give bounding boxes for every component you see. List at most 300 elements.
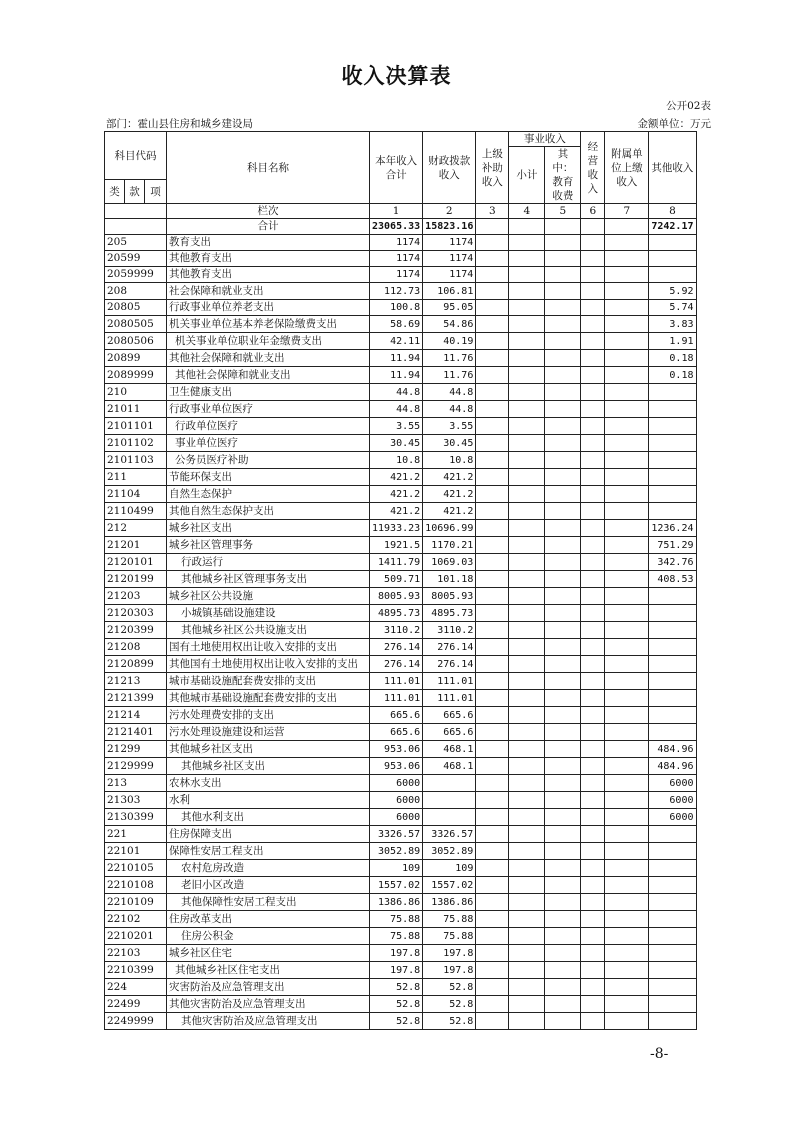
row-superior [476, 350, 509, 367]
row-total-income: 8005.93 [370, 588, 423, 605]
col-num: 4 [509, 204, 545, 219]
table-row [105, 503, 697, 520]
row-name: 其他教育支出 [167, 251, 370, 267]
row-subtotal [509, 401, 545, 418]
row-superior [476, 622, 509, 639]
header-xiang: 项 [145, 180, 167, 204]
row-operating [581, 333, 605, 350]
row-affiliated [605, 673, 649, 690]
row-superior [476, 843, 509, 860]
row-affiliated [605, 639, 649, 656]
row-total-income: 111.01 [370, 690, 423, 707]
row-name: 其他社会保障和就业支出 [167, 367, 370, 384]
row-other [649, 707, 696, 724]
row-code: 21201 [105, 537, 167, 554]
table-row [105, 673, 697, 690]
row-operating [581, 1013, 605, 1030]
row-edu-fee [545, 826, 581, 843]
col-num: 1 [370, 204, 423, 219]
row-subtotal [509, 333, 545, 350]
row-superior [476, 724, 509, 741]
header-operating: 经营收入 [581, 132, 605, 204]
row-subtotal [509, 571, 545, 588]
row-superior [476, 435, 509, 452]
row-subtotal [509, 741, 545, 758]
row-operating [581, 826, 605, 843]
row-total-income: 100.8 [370, 300, 423, 316]
row-other: 6000 [649, 809, 696, 826]
row-affiliated [605, 384, 649, 401]
row-subtotal [509, 503, 545, 520]
row-name: 教育支出 [167, 235, 370, 251]
row-operating [581, 537, 605, 554]
table-row [105, 656, 697, 673]
row-affiliated [605, 333, 649, 350]
row-operating [581, 300, 605, 316]
row-affiliated [605, 877, 649, 894]
row-total-income: 52.8 [370, 1013, 423, 1030]
table-row [105, 979, 697, 996]
row-superior [476, 520, 509, 537]
row-total-income: 6000 [370, 775, 423, 792]
row-affiliated [605, 503, 649, 520]
row-name: 其他城乡社区公共设施支出 [167, 622, 370, 639]
row-total-income: 112.73 [370, 283, 423, 300]
row-code: 20805 [105, 300, 167, 316]
row-total-income: 953.06 [370, 758, 423, 775]
row-fiscal: 197.8 [423, 962, 476, 979]
row-superior [476, 758, 509, 775]
row-affiliated [605, 707, 649, 724]
row-other: 484.96 [649, 758, 696, 775]
table-row [105, 860, 697, 877]
row-superior [476, 452, 509, 469]
row-superior [476, 860, 509, 877]
row-name: 灾害防治及应急管理支出 [167, 979, 370, 996]
row-superior [476, 979, 509, 996]
row-subtotal [509, 316, 545, 333]
row-affiliated [605, 843, 649, 860]
row-fiscal: 8005.93 [423, 588, 476, 605]
row-fiscal: 75.88 [423, 911, 476, 928]
header-subject-name: 科目名称 [167, 132, 370, 204]
row-name: 城乡社区住宅 [167, 945, 370, 962]
row-affiliated [605, 588, 649, 605]
row-subtotal [509, 622, 545, 639]
row-other [649, 826, 696, 843]
row-code: 21299 [105, 741, 167, 758]
row-subtotal [509, 418, 545, 435]
row-name: 农林水支出 [167, 775, 370, 792]
row-superior [476, 418, 509, 435]
row-operating [581, 503, 605, 520]
row-code: 2249999 [105, 1013, 167, 1030]
row-other [649, 860, 696, 877]
row-total-income: 3110.2 [370, 622, 423, 639]
table-row [105, 707, 697, 724]
row-total-income: 1174 [370, 251, 423, 267]
row-subtotal [509, 267, 545, 283]
row-other [649, 452, 696, 469]
row-code: 2101103 [105, 452, 167, 469]
row-name: 行政单位医疗 [167, 418, 370, 435]
row-subtotal [509, 235, 545, 251]
row-superior [476, 503, 509, 520]
row-edu-fee [545, 962, 581, 979]
row-subtotal [509, 605, 545, 622]
row-edu-fee [545, 673, 581, 690]
row-name: 老旧小区改造 [167, 877, 370, 894]
row-edu-fee [545, 1013, 581, 1030]
row-other [649, 588, 696, 605]
row-code: 210 [105, 384, 167, 401]
table-code: 公开02表 [666, 100, 711, 112]
row-edu-fee [545, 367, 581, 384]
row-edu-fee [545, 418, 581, 435]
row-total-income: 421.2 [370, 486, 423, 503]
row-operating [581, 860, 605, 877]
row-name: 其他自然生态保护支出 [167, 503, 370, 520]
row-other: 0.18 [649, 350, 696, 367]
row-other: 1236.24 [649, 520, 696, 537]
row-fiscal: 276.14 [423, 639, 476, 656]
row-total-income: 52.8 [370, 979, 423, 996]
row-fiscal: 421.2 [423, 469, 476, 486]
row-other: 484.96 [649, 741, 696, 758]
row-superior [476, 588, 509, 605]
row-total-income: 30.45 [370, 435, 423, 452]
row-affiliated [605, 283, 649, 300]
table-row [105, 486, 697, 503]
row-total-income: 109 [370, 860, 423, 877]
row-edu-fee [545, 605, 581, 622]
row-total-income: 52.8 [370, 996, 423, 1013]
row-operating [581, 707, 605, 724]
row-edu-fee [545, 911, 581, 928]
row-code: 21203 [105, 588, 167, 605]
row-code: 2080506 [105, 333, 167, 350]
table-row [105, 996, 697, 1013]
row-operating [581, 469, 605, 486]
row-other [649, 418, 696, 435]
row-superior [476, 367, 509, 384]
row-affiliated [605, 775, 649, 792]
row-other [649, 1013, 696, 1030]
row-subtotal [509, 945, 545, 962]
row-name: 其他城乡社区管理事务支出 [167, 571, 370, 588]
row-name: 其他国有土地使用权出让收入安排的支出 [167, 656, 370, 673]
table-row [105, 571, 697, 588]
row-other: 408.53 [649, 571, 696, 588]
row-total-income: 75.88 [370, 911, 423, 928]
row-superior [476, 792, 509, 809]
row-edu-fee [545, 588, 581, 605]
table-row [105, 235, 697, 251]
row-fiscal: 52.8 [423, 979, 476, 996]
row-affiliated [605, 300, 649, 316]
row-name: 其他保障性安居工程支出 [167, 894, 370, 911]
row-name: 其他城乡社区支出 [167, 758, 370, 775]
row-fiscal: 3.55 [423, 418, 476, 435]
row-total-income: 11.94 [370, 350, 423, 367]
row-name: 事业单位医疗 [167, 435, 370, 452]
table-row [105, 333, 697, 350]
row-code: 21011 [105, 401, 167, 418]
row-code: 2120399 [105, 622, 167, 639]
row-subtotal [509, 775, 545, 792]
row-subtotal [509, 1013, 545, 1030]
row-superior [476, 690, 509, 707]
row-edu-fee [545, 251, 581, 267]
header-other: 其他收入 [649, 132, 696, 204]
row-total-income: 11933.23 [370, 520, 423, 537]
row-fiscal: 421.2 [423, 486, 476, 503]
row-affiliated [605, 486, 649, 503]
row-fiscal: 52.8 [423, 996, 476, 1013]
row-superior [476, 486, 509, 503]
row-code: 2130399 [105, 809, 167, 826]
row-operating [581, 877, 605, 894]
row-code: 208 [105, 283, 167, 300]
row-other [649, 267, 696, 283]
table-body [105, 235, 697, 1030]
row-edu-fee [545, 639, 581, 656]
row-other [649, 469, 696, 486]
header-total-income: 本年收入合计 [370, 132, 423, 204]
row-affiliated [605, 605, 649, 622]
row-affiliated [605, 945, 649, 962]
row-total-income: 44.8 [370, 401, 423, 418]
total-fiscal: 15823.16 [423, 219, 476, 235]
row-other: 0.18 [649, 367, 696, 384]
row-superior [476, 945, 509, 962]
row-subtotal [509, 452, 545, 469]
row-fiscal: 111.01 [423, 690, 476, 707]
row-fiscal: 111.01 [423, 673, 476, 690]
row-operating [581, 554, 605, 571]
header-subtotal: 小计 [509, 147, 545, 204]
row-operating [581, 251, 605, 267]
row-name: 其他灾害防治及应急管理支出 [167, 1013, 370, 1030]
row-edu-fee [545, 537, 581, 554]
row-edu-fee [545, 996, 581, 1013]
row-edu-fee [545, 792, 581, 809]
table-row [105, 452, 697, 469]
col-num: 2 [423, 204, 476, 219]
row-fiscal: 11.76 [423, 350, 476, 367]
row-operating [581, 911, 605, 928]
row-other [649, 894, 696, 911]
row-operating [581, 605, 605, 622]
row-affiliated [605, 656, 649, 673]
row-name: 污水处理费安排的支出 [167, 707, 370, 724]
row-operating [581, 283, 605, 300]
row-total-income: 665.6 [370, 707, 423, 724]
total-blank [105, 219, 167, 235]
row-fiscal: 665.6 [423, 707, 476, 724]
row-other: 1.91 [649, 333, 696, 350]
row-other [649, 622, 696, 639]
row-other [649, 401, 696, 418]
row-subtotal [509, 350, 545, 367]
row-superior [476, 300, 509, 316]
page-title: 收入决算表 [341, 64, 452, 88]
row-fiscal: 11.76 [423, 367, 476, 384]
row-total-income: 1174 [370, 235, 423, 251]
row-code: 22499 [105, 996, 167, 1013]
row-name: 机关事业单位职业年金缴费支出 [167, 333, 370, 350]
row-affiliated [605, 741, 649, 758]
row-code: 21104 [105, 486, 167, 503]
row-subtotal [509, 469, 545, 486]
row-superior [476, 775, 509, 792]
row-affiliated [605, 401, 649, 418]
row-name: 卫生健康支出 [167, 384, 370, 401]
row-operating [581, 520, 605, 537]
row-code: 2059999 [105, 267, 167, 283]
row-edu-fee [545, 486, 581, 503]
row-superior [476, 877, 509, 894]
row-code: 2210105 [105, 860, 167, 877]
row-subtotal [509, 707, 545, 724]
row-code: 205 [105, 235, 167, 251]
row-superior [476, 911, 509, 928]
row-affiliated [605, 928, 649, 945]
row-superior [476, 401, 509, 418]
table-row [105, 843, 697, 860]
row-other [649, 996, 696, 1013]
row-total-income: 665.6 [370, 724, 423, 741]
row-edu-fee [545, 300, 581, 316]
row-superior [476, 996, 509, 1013]
row-other [649, 877, 696, 894]
row-edu-fee [545, 724, 581, 741]
row-subtotal [509, 979, 545, 996]
header-subject-code: 科目代码 [105, 132, 167, 180]
row-operating [581, 775, 605, 792]
header-kuan: 款 [125, 180, 145, 204]
row-other [649, 605, 696, 622]
row-edu-fee [545, 469, 581, 486]
row-operating [581, 673, 605, 690]
table-row [105, 639, 697, 656]
total-edu-fee [545, 219, 581, 235]
row-operating [581, 843, 605, 860]
row-name: 节能环保支出 [167, 469, 370, 486]
row-subtotal [509, 673, 545, 690]
row-subtotal [509, 656, 545, 673]
row-superior [476, 537, 509, 554]
table-row [105, 962, 697, 979]
row-affiliated [605, 316, 649, 333]
row-subtotal [509, 537, 545, 554]
row-affiliated [605, 235, 649, 251]
row-name: 城乡社区支出 [167, 520, 370, 537]
row-superior [476, 656, 509, 673]
unit-label: 金额单位：万元 [637, 118, 711, 130]
row-total-income: 1174 [370, 267, 423, 283]
row-code: 2210399 [105, 962, 167, 979]
row-subtotal [509, 554, 545, 571]
row-code: 2101101 [105, 418, 167, 435]
row-edu-fee [545, 571, 581, 588]
row-code: 21213 [105, 673, 167, 690]
row-edu-fee [545, 928, 581, 945]
row-superior [476, 928, 509, 945]
table-row [105, 690, 697, 707]
row-other: 6000 [649, 792, 696, 809]
row-subtotal [509, 826, 545, 843]
row-affiliated [605, 452, 649, 469]
table-row [105, 877, 697, 894]
row-other [649, 673, 696, 690]
row-edu-fee [545, 622, 581, 639]
row-total-income: 44.8 [370, 384, 423, 401]
row-code: 2121399 [105, 690, 167, 707]
row-name: 水利 [167, 792, 370, 809]
row-total-income: 4895.73 [370, 605, 423, 622]
table-row [105, 588, 697, 605]
row-subtotal [509, 520, 545, 537]
row-operating [581, 588, 605, 605]
header-lanci: 栏次 [167, 204, 370, 219]
row-subtotal [509, 792, 545, 809]
col-num: 5 [545, 204, 581, 219]
row-other [649, 843, 696, 860]
table-row [105, 809, 697, 826]
row-affiliated [605, 979, 649, 996]
row-superior [476, 333, 509, 350]
total-operating [581, 219, 605, 235]
row-total-income: 1411.79 [370, 554, 423, 571]
total-subtotal [509, 219, 545, 235]
row-affiliated [605, 792, 649, 809]
row-edu-fee [545, 554, 581, 571]
row-fiscal: 1174 [423, 267, 476, 283]
row-affiliated [605, 435, 649, 452]
header-affiliated: 附属单位上缴收入 [605, 132, 649, 204]
col-num: 8 [649, 204, 696, 219]
header-blank [105, 204, 167, 219]
col-num: 3 [476, 204, 509, 219]
row-affiliated [605, 622, 649, 639]
row-fiscal: 665.6 [423, 724, 476, 741]
row-name: 行政事业单位养老支出 [167, 300, 370, 316]
row-operating [581, 962, 605, 979]
row-fiscal: 197.8 [423, 945, 476, 962]
row-other: 6000 [649, 775, 696, 792]
row-name: 其他城乡社区住宅支出 [167, 962, 370, 979]
row-total-income: 276.14 [370, 656, 423, 673]
row-code: 22101 [105, 843, 167, 860]
row-subtotal [509, 809, 545, 826]
row-other [649, 979, 696, 996]
row-superior [476, 707, 509, 724]
row-edu-fee [545, 520, 581, 537]
row-affiliated [605, 469, 649, 486]
row-fiscal [423, 809, 476, 826]
row-subtotal [509, 724, 545, 741]
table-row [105, 418, 697, 435]
table-row [105, 283, 697, 300]
row-operating [581, 928, 605, 945]
row-fiscal: 468.1 [423, 758, 476, 775]
row-superior [476, 316, 509, 333]
row-edu-fee [545, 843, 581, 860]
row-fiscal: 30.45 [423, 435, 476, 452]
row-subtotal [509, 911, 545, 928]
row-total-income: 58.69 [370, 316, 423, 333]
